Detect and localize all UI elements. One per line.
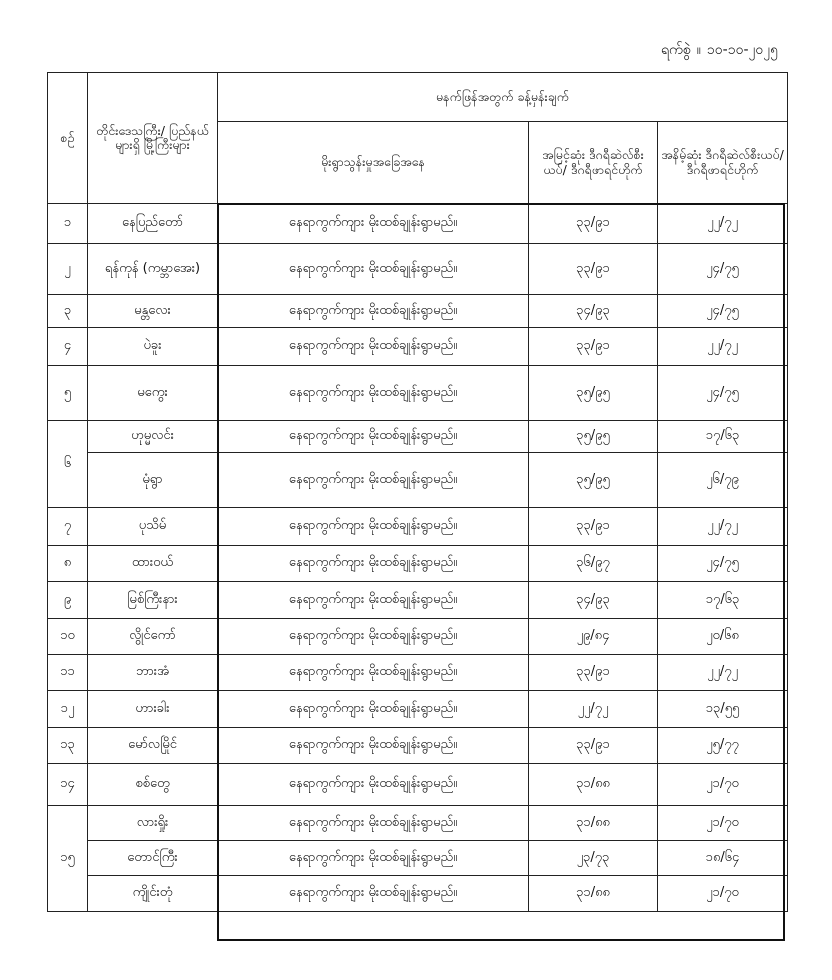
row-max-temp: ၃၅/၉၅: [529, 453, 658, 508]
table-row: [48, 691, 788, 728]
table-body: [48, 204, 788, 912]
row-city: ဟားခါး: [88, 691, 218, 728]
row-min-temp: ၂၅/၇၇: [658, 728, 788, 764]
row-max-temp: ၃၃/၉၁: [529, 204, 658, 244]
row-max-temp: ၃၆/၉၇: [529, 546, 658, 582]
date-label: ရက်စွဲ: [661, 42, 691, 58]
header-region: တိုင်းဒေသကြီး/ ပြည်နယ်များရှိ မြို့ကြီးများ: [88, 73, 218, 204]
row-city: မကွေး: [88, 366, 218, 421]
table-row: [48, 244, 788, 295]
row-max-temp: ၃၄/၉၃: [529, 582, 658, 619]
row-city: ရန်ကုန် (ကမ္ဘာအေး): [88, 244, 218, 295]
row-city: ပဲခူး: [88, 328, 218, 366]
row-city: မန္တလေး: [88, 295, 218, 328]
row-serial: ၈: [48, 546, 88, 582]
row-min-temp: ၂၄/၇၅: [658, 546, 788, 582]
row-min-temp: ၂၁/၇၀: [658, 764, 788, 806]
date-separator: ။: [696, 42, 701, 58]
row-city: စစ်တွေ: [88, 764, 218, 806]
row-min-temp: ၂၂/၇၂: [658, 508, 788, 546]
row-max-temp: ၂၉/၈၄: [529, 619, 658, 655]
table-row: [48, 728, 788, 764]
row-max-temp: ၂၂/၇၂: [529, 691, 658, 728]
report-date: [661, 40, 778, 61]
row-serial: ၁၂: [48, 691, 88, 728]
row-max-temp: ၃၃/၉၁: [529, 728, 658, 764]
table-row: [48, 366, 788, 421]
row-serial: ၅: [48, 366, 88, 421]
row-min-temp: ၁၇/၆၃: [658, 421, 788, 453]
row-weather: နေရာကွက်ကျား မိုးထစ်ချုန်းရွာမည်။: [218, 508, 529, 546]
row-min-temp: ၂၂/၇၂: [658, 655, 788, 691]
row-max-temp: ၃၁/၈၈: [529, 876, 658, 912]
table-row: [48, 806, 788, 841]
row-max-temp: ၃၃/၉၁: [529, 244, 658, 295]
table-row: [48, 841, 788, 876]
row-min-temp: ၂၁/၇၀: [658, 876, 788, 912]
row-weather: နေရာကွက်ကျား မိုးထစ်ချုန်းရွာမည်။: [218, 619, 529, 655]
row-city: ဟုမ္မလင်း: [88, 421, 218, 453]
row-serial: ၁၁: [48, 655, 88, 691]
header-weather: မိုးရွာသွန်းမှုအခြေအနေ: [218, 122, 529, 204]
date-value: ၁၀-၁၀-၂၀၂၅: [706, 42, 778, 58]
row-city: ပုသိမ်: [88, 508, 218, 546]
row-max-temp: ၃၄/၉၃: [529, 295, 658, 328]
row-city: လားရှိုး: [88, 806, 218, 841]
row-weather: နေရာကွက်ကျား မိုးထစ်ချုန်းရွာမည်။: [218, 244, 529, 295]
row-city: ကျိုင်းတုံ: [88, 876, 218, 912]
row-weather: နေရာကွက်ကျား မိုးထစ်ချုန်းရွာမည်။: [218, 806, 529, 841]
row-serial: ၆: [48, 421, 88, 508]
row-serial: ၂: [48, 244, 88, 295]
row-max-temp: ၃၅/၉၅: [529, 366, 658, 421]
header-max-temp: အမြင့်ဆုံး ဒီဂရီဆဲလ်စီးယပ်/ ဒီဂရီဖာရင်ဟိုက်: [529, 122, 658, 204]
row-min-temp: ၂၄/၇၅: [658, 366, 788, 421]
row-serial: ၉: [48, 582, 88, 619]
row-max-temp: ၃၁/၈၈: [529, 764, 658, 806]
row-weather: နေရာကွက်ကျား မိုးထစ်ချုန်းရွာမည်။: [218, 366, 529, 421]
row-city: မုံရွာ: [88, 453, 218, 508]
row-weather: နေရာကွက်ကျား မိုးထစ်ချုန်းရွာမည်။: [218, 421, 529, 453]
row-max-temp: ၃၃/၉၁: [529, 508, 658, 546]
row-min-temp: ၂၄/၇၅: [658, 244, 788, 295]
row-min-temp: ၁၇/၆၃: [658, 582, 788, 619]
row-min-temp: ၂၆/၇၉: [658, 453, 788, 508]
table-row: [48, 421, 788, 453]
row-serial: ၁: [48, 204, 88, 244]
row-weather: နေရာကွက်ကျား မိုးထစ်ချုန်းရွာမည်။: [218, 204, 529, 244]
row-weather: နေရာကွက်ကျား မိုးထစ်ချုန်းရွာမည်။: [218, 546, 529, 582]
row-serial: ၄: [48, 328, 88, 366]
row-min-temp: ၂၂/၇၂: [658, 328, 788, 366]
table-row: [48, 453, 788, 508]
row-min-temp: ၂၂/၇၂: [658, 204, 788, 244]
row-city: တောင်ကြီး: [88, 841, 218, 876]
row-min-temp: ၂၄/၇၅: [658, 295, 788, 328]
table-row: [48, 582, 788, 619]
row-weather: နေရာကွက်ကျား မိုးထစ်ချုန်းရွာမည်။: [218, 655, 529, 691]
row-serial: ၇: [48, 508, 88, 546]
row-weather: နေရာကွက်ကျား မိုးထစ်ချုန်းရွာမည်။: [218, 876, 529, 912]
forecast-table: [47, 72, 788, 912]
header-min-temp: အနိမ့်ဆုံး ဒီဂရီဆဲလ်စီးယပ်/ ဒီဂရီဖာရင်ဟိုက်: [658, 122, 788, 204]
row-weather: နေရာကွက်ကျား မိုးထစ်ချုန်းရွာမည်။: [218, 453, 529, 508]
row-weather: နေရာကွက်ကျား မိုးထစ်ချုန်းရွာမည်။: [218, 764, 529, 806]
table-row: [48, 655, 788, 691]
row-min-temp: ၂၀/၆၈: [658, 619, 788, 655]
row-city: ဘားအံ: [88, 655, 218, 691]
row-max-temp: ၂၃/၇၃: [529, 841, 658, 876]
header-serial: စဉ်: [48, 73, 88, 204]
table-row: [48, 546, 788, 582]
table-row: [48, 619, 788, 655]
row-city: လွိုင်ကော်: [88, 619, 218, 655]
row-city: ထားဝယ်: [88, 546, 218, 582]
table-header: [48, 73, 788, 204]
table-row: [48, 204, 788, 244]
row-max-temp: ၃၃/၉၁: [529, 655, 658, 691]
row-weather: နေရာကွက်ကျား မိုးထစ်ချုန်းရွာမည်။: [218, 728, 529, 764]
table-row: [48, 508, 788, 546]
row-min-temp: ၁၈/၆၄: [658, 841, 788, 876]
table-row: [48, 328, 788, 366]
row-min-temp: ၂၁/၇၀: [658, 806, 788, 841]
row-weather: နေရာကွက်ကျား မိုးထစ်ချုန်းရွာမည်။: [218, 582, 529, 619]
row-weather: နေရာကွက်ကျား မိုးထစ်ချုန်းရွာမည်။: [218, 691, 529, 728]
row-weather: နေရာကွက်ကျား မိုးထစ်ချုန်းရွာမည်။: [218, 295, 529, 328]
row-serial: ၁၄: [48, 764, 88, 806]
row-serial: ၁၅: [48, 806, 88, 912]
row-city: နေပြည်တော်: [88, 204, 218, 244]
table-row: [48, 876, 788, 912]
row-min-temp: ၁၃/၅၅: [658, 691, 788, 728]
row-max-temp: ၃၃/၉၁: [529, 328, 658, 366]
table-row: [48, 295, 788, 328]
header-forecast-group: မနက်ဖြန်အတွက် ခန့်မှန်းချက်: [218, 73, 788, 122]
row-weather: နေရာကွက်ကျား မိုးထစ်ချုန်းရွာမည်။: [218, 841, 529, 876]
row-max-temp: ၃၅/၉၅: [529, 421, 658, 453]
row-serial: ၁၀: [48, 619, 88, 655]
row-city: မြစ်ကြီးနား: [88, 582, 218, 619]
row-serial: ၃: [48, 295, 88, 328]
row-weather: နေရာကွက်ကျား မိုးထစ်ချုန်းရွာမည်။: [218, 328, 529, 366]
row-city: မော်လမြိုင်: [88, 728, 218, 764]
row-max-temp: ၃၁/၈၈: [529, 806, 658, 841]
table-row: [48, 764, 788, 806]
row-serial: ၁၃: [48, 728, 88, 764]
